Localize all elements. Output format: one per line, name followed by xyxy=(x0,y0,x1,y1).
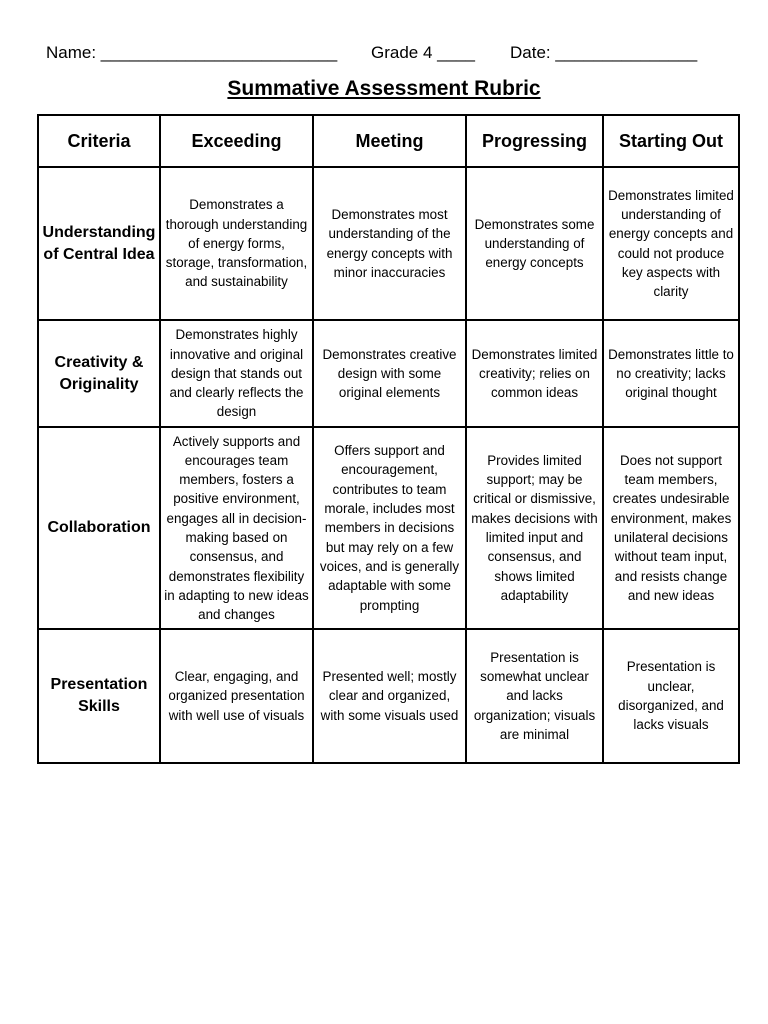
column-header-meeting: Meeting xyxy=(313,115,466,167)
name-field: Name: _________________________ xyxy=(46,43,338,62)
rubric-cell-meeting: Offers support and encouragement, contributes to team morale, includes most members in decisions but may rely on a few voices, and is generally adaptable with some prompting xyxy=(313,427,466,629)
criterion-label: Collaboration xyxy=(38,427,160,629)
rubric-cell-meeting: Presented well; mostly clear and organized, with some visuals used xyxy=(313,629,466,763)
column-header-progressing: Progressing xyxy=(466,115,603,167)
rubric-row-creativity xyxy=(38,320,739,427)
rubric-cell-exceeding: Actively supports and encourages team members, fosters a positive environment, engages all in decision-making based on consensus, and demonstrates flexibility in adapting to new ideas and changes xyxy=(160,427,313,629)
rubric-row-collaboration xyxy=(38,427,739,629)
rubric-cell-starting-out: Does not support team members, creates undesirable environment, makes unilateral decisions without team input, and resists change and new ideas xyxy=(603,427,739,629)
header-row xyxy=(0,43,768,65)
rubric-cell-exceeding: Demonstrates a thorough understanding of energy forms, storage, transformation, and sustainability xyxy=(160,167,313,320)
date-field: Date: _______________ xyxy=(510,43,698,62)
rubric-cell-starting-out: Presentation is unclear, disorganized, and lacks visuals xyxy=(603,629,739,763)
rubric-cell-progressing: Presentation is somewhat unclear and lacks organization; visuals are minimal xyxy=(466,629,603,763)
rubric-cell-exceeding: Clear, engaging, and organized presentation with well use of visuals xyxy=(160,629,313,763)
criterion-label: Presentation Skills xyxy=(38,629,160,763)
rubric-cell-starting-out: Demonstrates little to no creativity; lacks original thought xyxy=(603,320,739,427)
criterion-label: Creativity & Originality xyxy=(38,320,160,427)
column-header-criteria: Criteria xyxy=(38,115,160,167)
rubric-table xyxy=(37,114,740,764)
grade-field: Grade 4 ____ xyxy=(371,43,475,62)
criterion-label: Understanding of Central Idea xyxy=(38,167,160,320)
rubric-cell-meeting: Demonstrates creative design with some original elements xyxy=(313,320,466,427)
rubric-cell-progressing: Demonstrates limited creativity; relies on common ideas xyxy=(466,320,603,427)
rubric-cell-progressing: Demonstrates some understanding of energy concepts xyxy=(466,167,603,320)
rubric-cell-progressing: Provides limited support; may be critical or dismissive, makes decisions with limited input and consensus, and shows limited adaptability xyxy=(466,427,603,629)
rubric-cell-starting-out: Demonstrates limited understanding of energy concepts and could not produce key aspects with clarity xyxy=(603,167,739,320)
column-header-exceeding: Exceeding xyxy=(160,115,313,167)
document-title: Summative Assessment Rubric xyxy=(227,77,541,100)
rubric-cell-exceeding: Demonstrates highly innovative and original design that stands out and clearly reflects the design xyxy=(160,320,313,427)
rubric-row-presentation xyxy=(38,629,739,763)
rubric-cell-meeting: Demonstrates most understanding of the energy concepts with minor inaccuracies xyxy=(313,167,466,320)
column-header-starting-out: Starting Out xyxy=(603,115,739,167)
rubric-header-row xyxy=(38,115,739,167)
rubric-row-understanding xyxy=(38,167,739,320)
